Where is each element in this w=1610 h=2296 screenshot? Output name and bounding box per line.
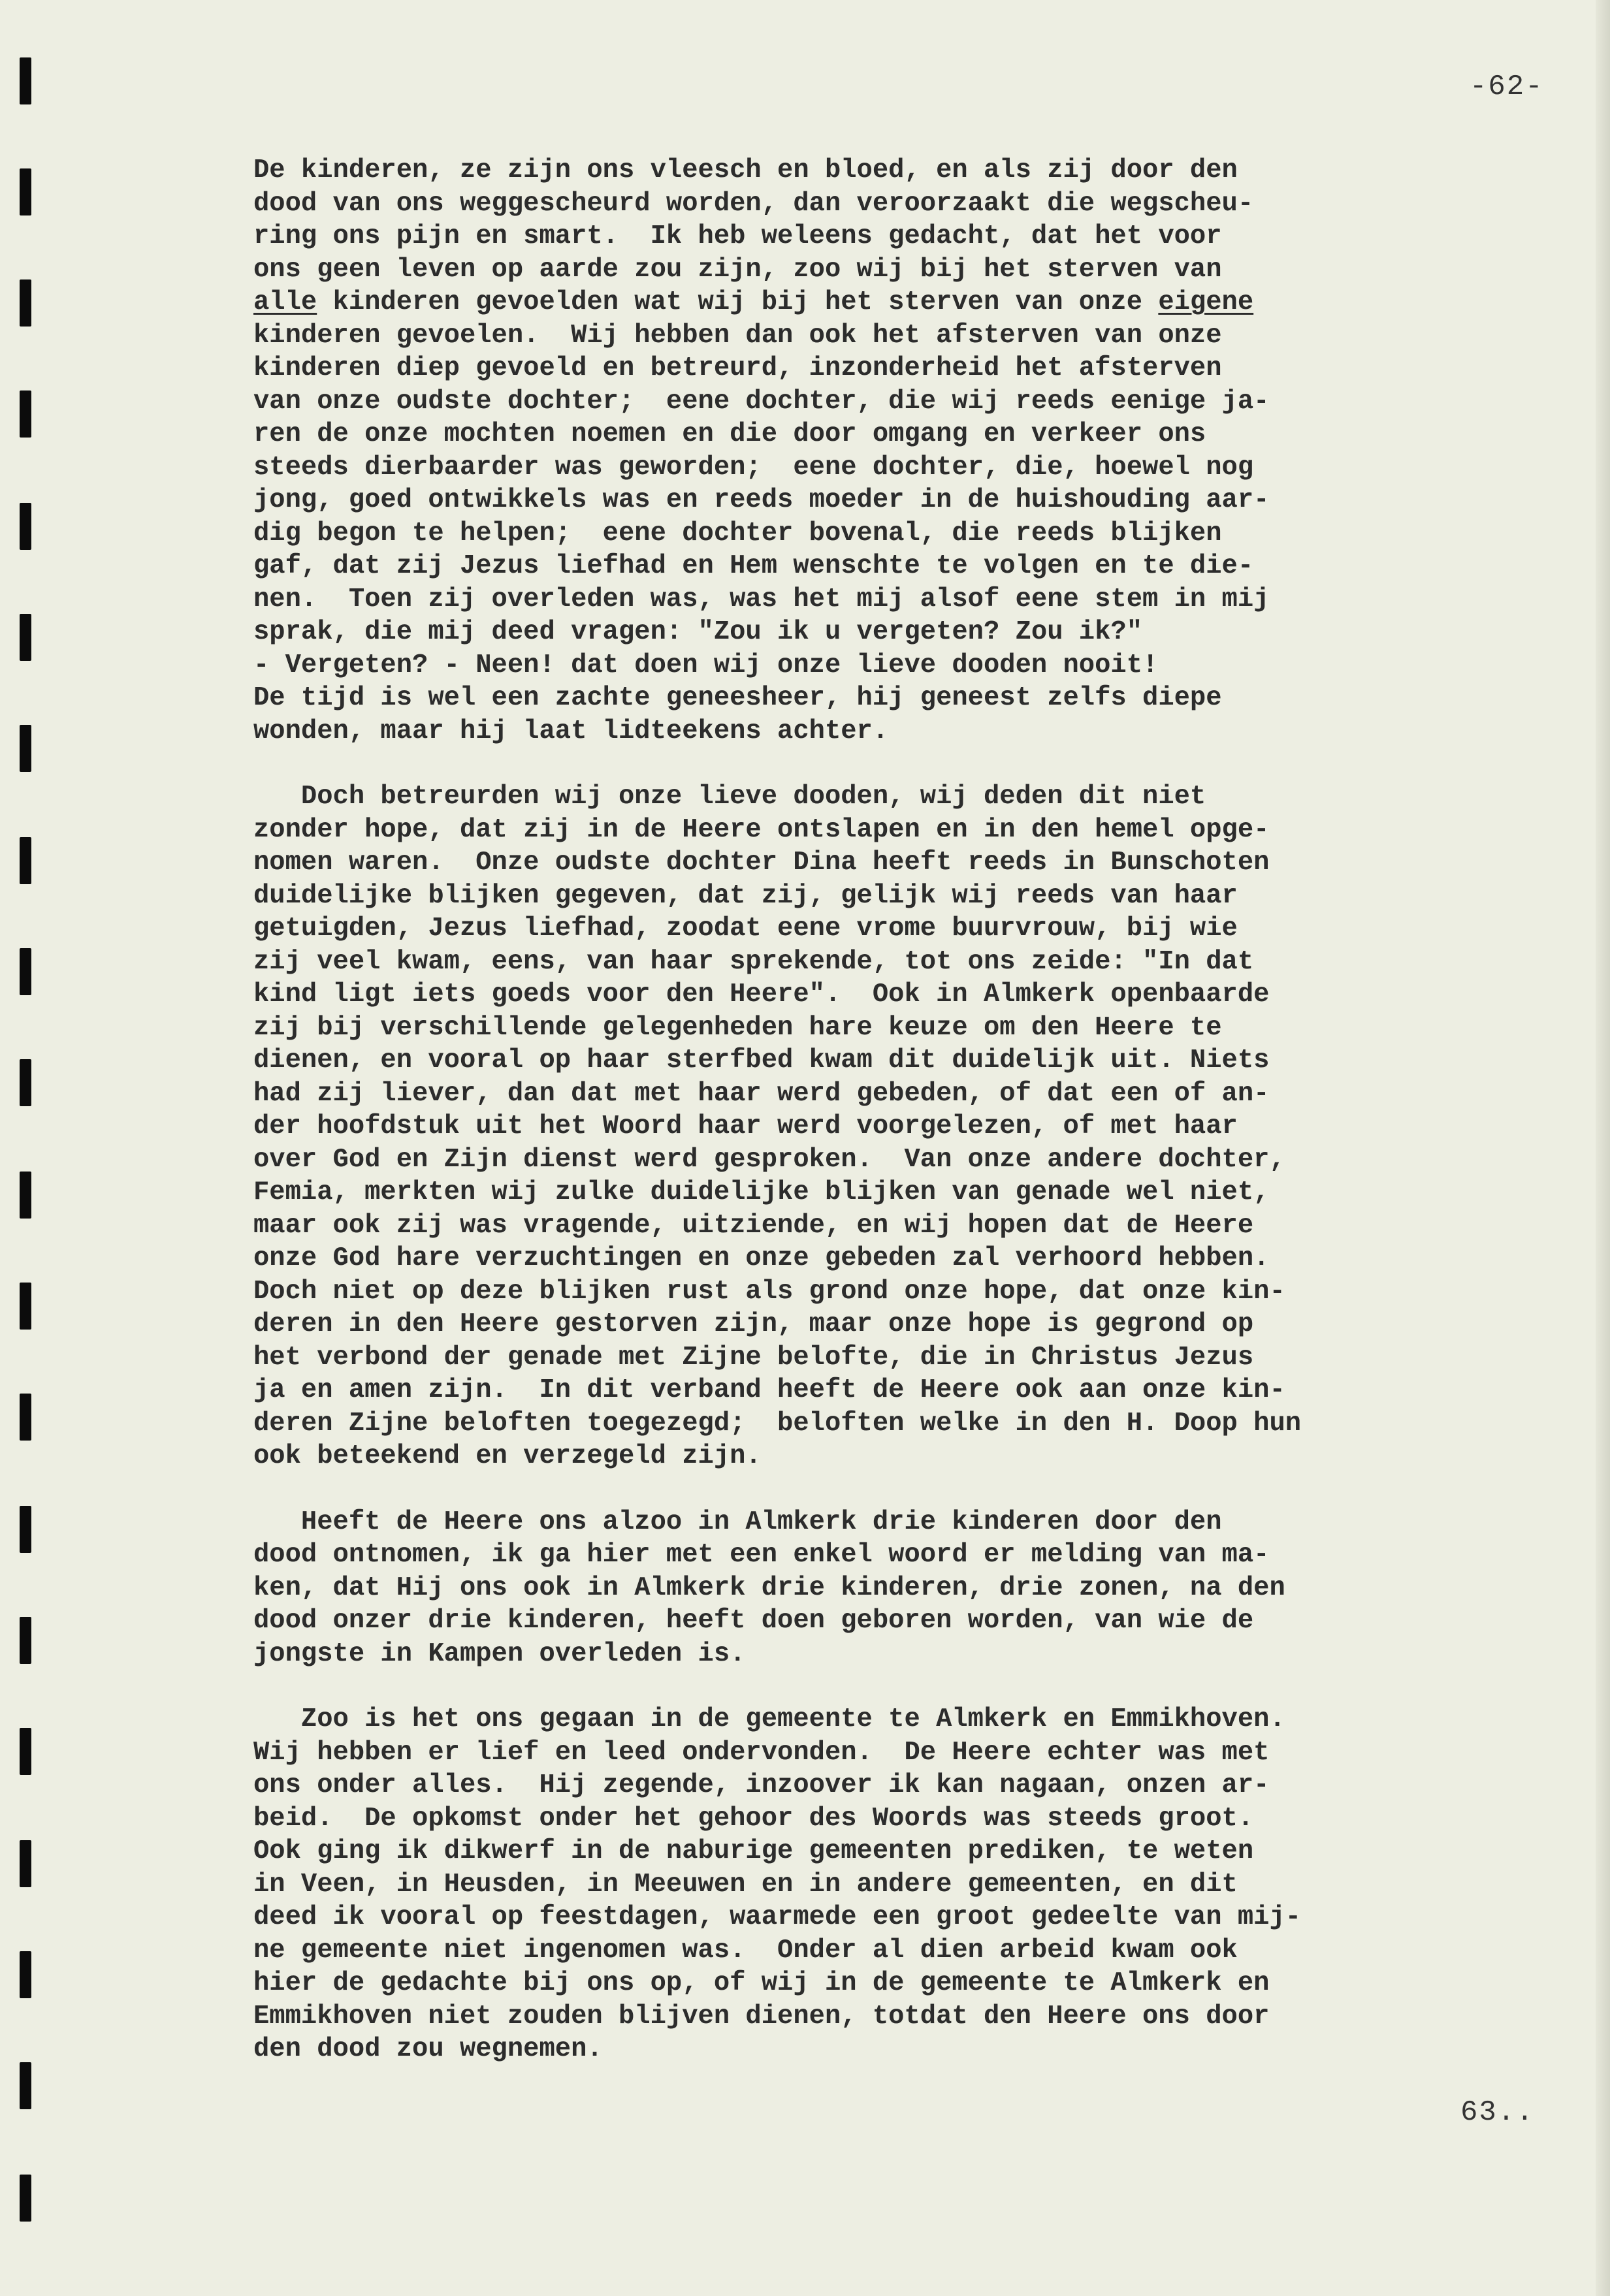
binding-mark: [20, 2062, 31, 2109]
text-line: duidelijke blijken gegeven, dat zij, gelijk wij reeds van haar: [253, 880, 1238, 911]
text-line: ook beteekend en verzegeld zijn.: [253, 1441, 762, 1471]
text-line: deren in den Heere gestorven zijn, maar onze hope is gegrond op: [253, 1309, 1254, 1339]
text-line: nen. Toen zij overleden was, was het mij alsof eene stem in mij: [253, 584, 1270, 614]
text-line: ken, dat Hij ons ook in Almkerk drie kinderen, drie zonen, na den: [253, 1572, 1285, 1603]
binding-marks: [20, 0, 35, 2296]
text-line: dood ontnomen, ik ga hier met een enkel woord er melding van ma-: [253, 1540, 1270, 1570]
text-line: ren de onze mochten noemen en die door omgang en verkeer ons: [253, 419, 1206, 449]
text-line: van onze oudste dochter; eene dochter, die wij reeds eenige ja-: [253, 386, 1270, 417]
text-line: hier de gedachte bij ons op, of wij in de gemeente te Almkerk en: [253, 1968, 1270, 1998]
binding-mark: [20, 279, 31, 327]
text-line: jong, goed ontwikkels was en reeds moeder in de huishouding aar-: [253, 485, 1270, 515]
body-text: [253, 154, 1599, 2099]
text-line: Emmikhoven niet zouden blijven dienen, totdat den Heere ons door: [253, 2001, 1270, 2032]
next-page-number: 63..: [1460, 2096, 1535, 2129]
text-line: dienen, en vooral op haar sterfbed kwam dit duidelijk uit. Niets: [253, 1045, 1270, 1076]
text-line: Ook ging ik dikwerf in de naburige gemeenten prediken, te weten: [253, 1836, 1254, 1866]
text-line: Doch betreurden wij onze lieve dooden, wij deden dit niet: [253, 782, 1206, 812]
text-line: gaf, dat zij Jezus liefhad en Hem wenschte te volgen en te die-: [253, 551, 1254, 581]
text-line: ring ons pijn en smart. Ik heb weleens gedacht, dat het voor: [253, 221, 1222, 251]
binding-mark: [20, 1506, 31, 1553]
underlined-word: eigene: [1158, 287, 1254, 317]
text-line: zonder hope, dat zij in de Heere ontslapen en in den hemel opge-: [253, 814, 1270, 845]
text-line: dood van ons weggescheurd worden, dan veroorzaakt die wegscheu-: [253, 188, 1254, 219]
binding-mark: [20, 725, 31, 772]
binding-mark: [20, 391, 31, 438]
text-line: deed ik vooral op feestdagen, waarmede een groot gedeelte van mij-: [253, 1902, 1302, 1932]
page-number: -62-: [1470, 71, 1544, 103]
binding-mark: [20, 1728, 31, 1775]
text-line: jongste in Kampen overleden is.: [253, 1638, 746, 1669]
binding-mark: [20, 1840, 31, 1887]
binding-mark: [20, 1059, 31, 1106]
binding-mark: [20, 1617, 31, 1664]
text-line: in Veen, in Heusden, in Meeuwen en in andere gemeenten, en dit: [253, 1869, 1238, 1900]
text-line: sprak, die mij deed vragen: "Zou ik u vergeten? Zou ik?": [253, 617, 1143, 647]
text-line: der hoofdstuk uit het Woord haar werd voorgelezen, of met haar: [253, 1111, 1238, 1141]
text-line: dig begon te helpen; eene dochter bovenal, die reeds blijken: [253, 518, 1222, 549]
paragraph: [253, 154, 1599, 748]
text-line: - Vergeten? - Neen! dat doen wij onze lieve dooden nooit!: [253, 650, 1159, 680]
paragraph: [253, 780, 1599, 1473]
text-line: steeds dierbaarder was geworden; eene dochter, die, hoewel nog: [253, 452, 1254, 483]
text-line: Femia, merkten wij zulke duidelijke blijken van genade wel niet,: [253, 1177, 1270, 1207]
binding-mark: [20, 503, 31, 550]
text-line: den dood zou wegnemen.: [253, 2034, 603, 2064]
text-line: Zoo is het ons gegaan in de gemeente te Almkerk en Emmikhoven.: [253, 1704, 1285, 1734]
text-line: wonden, maar hij laat lidteekens achter.: [253, 716, 889, 746]
text-line: had zij liever, dan dat met haar werd gebeden, of dat een of an-: [253, 1078, 1270, 1109]
text-line: deren Zijne beloften toegezegd; beloften welke in den H. Doop hun: [253, 1408, 1302, 1439]
text-line: het verbond der genade met Zijne belofte, die in Christus Jezus: [253, 1342, 1254, 1373]
text-line: ne gemeente niet ingenomen was. Onder al dien arbeid kwam ook: [253, 1935, 1238, 1966]
text-line: onze God hare verzuchtingen en onze gebeden zal verhoord hebben.: [253, 1243, 1270, 1273]
paragraph: [253, 1703, 1599, 2066]
binding-mark: [20, 614, 31, 661]
text-line: [253, 286, 1599, 319]
text-line: ja en amen zijn. In dit verband heeft de Heere ook aan onze kin-: [253, 1375, 1285, 1405]
text-line: dood onzer drie kinderen, heeft doen geboren worden, van wie de: [253, 1606, 1254, 1636]
binding-mark: [20, 1283, 31, 1330]
binding-mark: [20, 1172, 31, 1219]
text-line: kinderen diep gevoeld en betreurd, inzonderheid het afsterven: [253, 353, 1222, 383]
text-line: over God en Zijn dienst werd gesproken. Van onze andere dochter,: [253, 1144, 1285, 1175]
binding-mark: [20, 948, 31, 995]
binding-mark: [20, 168, 31, 215]
text-line: beid. De opkomst onder het gehoor des Woords was steeds groot.: [253, 1803, 1254, 1834]
text-line: zij veel kwam, eens, van haar sprekende, tot ons zeide: "In dat: [253, 946, 1254, 977]
text-line: Wij hebben er lief en leed ondervonden. De Heere echter was met: [253, 1737, 1270, 1768]
text-line: zij bij verschillende gelegenheden hare keuze om den Heere te: [253, 1012, 1222, 1043]
text-line: Doch niet op deze blijken rust als grond onze hope, dat onze kin-: [253, 1276, 1285, 1307]
binding-mark: [20, 1951, 31, 1998]
text-line: Heeft de Heere ons alzoo in Almkerk drie kinderen door den: [253, 1507, 1222, 1537]
binding-mark: [20, 1394, 31, 1441]
text-line: De kinderen, ze zijn ons vleesch en bloed, en als zij door den: [253, 155, 1238, 185]
binding-mark: [20, 837, 31, 884]
text-line: kinderen gevoelen. Wij hebben dan ook het afsterven van onze: [253, 320, 1222, 351]
text-line: kind ligt iets goeds voor den Heere". Ook in Almkerk openbaarde: [253, 980, 1270, 1010]
text-segment: kinderen gevoelden wat wij bij het sterven van onze: [317, 287, 1159, 317]
text-line: nomen waren. Onze oudste dochter Dina heeft reeds in Bunschoten: [253, 848, 1270, 878]
binding-mark: [20, 2175, 31, 2222]
text-line: ons onder alles. Hij zegende, inzoover ik kan nagaan, onzen ar-: [253, 1770, 1270, 1800]
binding-mark: [20, 57, 31, 104]
paragraph: [253, 1506, 1599, 1671]
underlined-word: alle: [253, 287, 317, 317]
text-line: maar ook zij was vragende, uitziende, en wij hopen dat de Heere: [253, 1210, 1254, 1241]
text-line: De tijd is wel een zachte geneesheer, hij geneest zelfs diepe: [253, 683, 1222, 713]
text-line: getuigden, Jezus liefhad, zoodat eene vrome buurvrouw, bij wie: [253, 914, 1238, 944]
text-line: ons geen leven op aarde zou zijn, zoo wij bij het sterven van: [253, 254, 1222, 285]
